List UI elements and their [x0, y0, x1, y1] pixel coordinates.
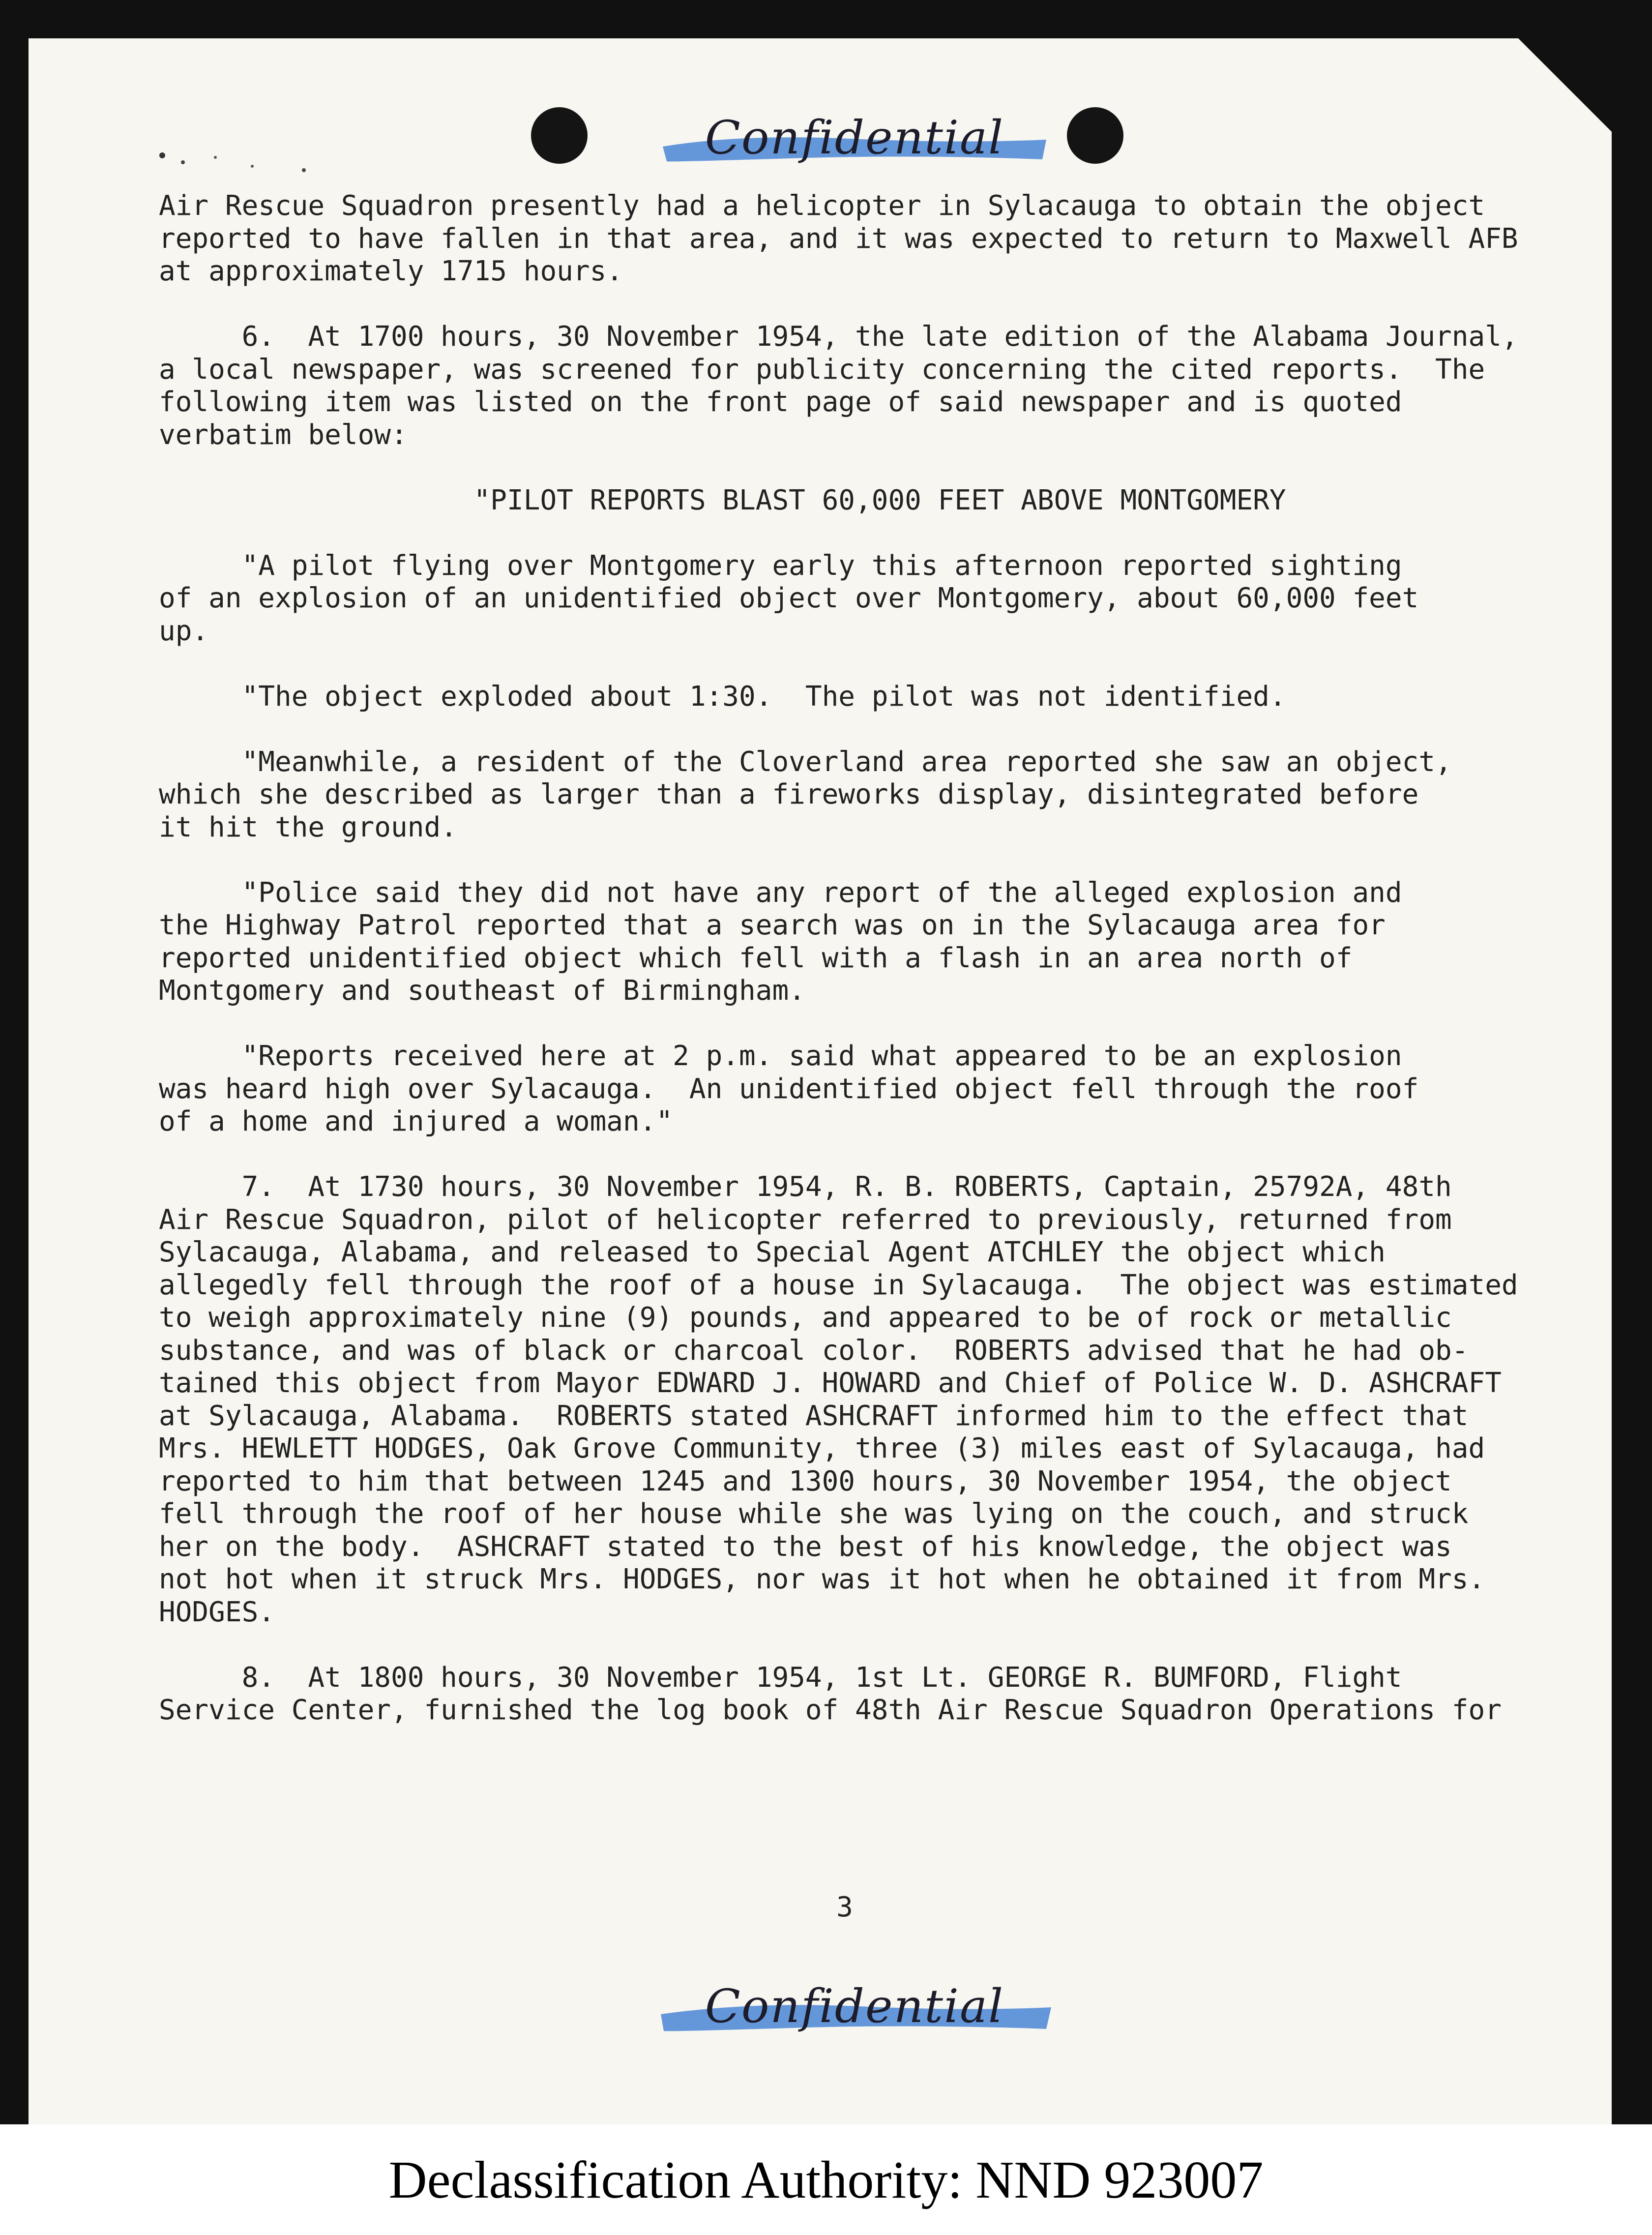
- text-line: "A pilot flying over Montgomery early this afternoon reported sighting: [159, 549, 1402, 582]
- text-line: Mrs. HEWLETT HODGES, Oak Grove Community, three (3) miles east of Sylacauga, had: [159, 1432, 1485, 1464]
- text-line: Air Rescue Squadron presently had a helicopter in Sylacauga to obtain the object: [159, 190, 1485, 222]
- text-line: at Sylacauga, Alabama. ROBERTS stated ASHCRAFT informed him to the effect that: [159, 1400, 1469, 1432]
- text-line: 7. At 1730 hours, 30 November 1954, R. B. ROBERTS, Captain, 25792A, 48th: [159, 1171, 1452, 1203]
- blank-line: [159, 451, 1565, 484]
- folded-corner: [1518, 38, 1612, 132]
- text-line: "Reports received here at 2 p.m. said what appeared to be an explosion: [159, 1040, 1402, 1072]
- text-line: Service Center, furnished the log book of 48th Air Rescue Squadron Operations for: [159, 1694, 1502, 1726]
- text-line: allegedly fell through the roof of a house in Sylacauga. The object was estimated: [159, 1269, 1518, 1301]
- blank-line: [159, 648, 1565, 681]
- margin-specks: [142, 112, 348, 186]
- blank-line: [159, 1629, 1565, 1662]
- text-line: at approximately 1715 hours.: [159, 255, 623, 287]
- text-line: substance, and was of black or charcoal color. ROBERTS advised that he had ob-: [159, 1334, 1469, 1367]
- blank-line: [159, 713, 1565, 746]
- text-line: reported unidentified object which fell with a flash in an area north of: [159, 942, 1353, 974]
- text-line: to weigh approximately nine (9) pounds, and appeared to be of rock or metallic: [159, 1302, 1452, 1334]
- text-line: "Police said they did not have any report of the alleged explosion and: [159, 876, 1402, 909]
- text-line: 6. At 1700 hours, 30 November 1954, the late edition of the Alabama Journal,: [159, 321, 1518, 353]
- text-line: Sylacauga, Alabama, and released to Special Agent ATCHLEY the object which: [159, 1236, 1386, 1268]
- punch-hole-right: [1067, 107, 1123, 164]
- caption-bar: [0, 2124, 1652, 2235]
- document-paper: [29, 38, 1612, 2124]
- text-line: following item was listed on the front page of said newspaper and is quoted: [159, 386, 1402, 418]
- text-line: Montgomery and southeast of Birmingham.: [159, 975, 805, 1007]
- text-line: up.: [159, 615, 209, 647]
- blank-line: [159, 288, 1565, 321]
- text-line: the Highway Patrol reported that a search was on in the Sylacauga area for: [159, 909, 1386, 941]
- blank-line: [159, 844, 1565, 877]
- text-line: which she described as larger than a fireworks display, disintegrated before: [159, 778, 1419, 810]
- punch-hole-left: [531, 107, 588, 164]
- text-line: of an explosion of an unidentified object over Montgomery, about 60,000 feet: [159, 582, 1419, 614]
- text-line: HODGES.: [159, 1596, 275, 1628]
- text-line: "PILOT REPORTS BLAST 60,000 FEET ABOVE MONTGOMERY: [159, 484, 1286, 516]
- confidential-stamp-bottom: [643, 1980, 1066, 2036]
- blank-line: [159, 1008, 1565, 1041]
- page-number: 3: [836, 1891, 853, 1923]
- text-line: fell through the roof of her house while she was lying on the couch, and struck: [159, 1498, 1469, 1530]
- typed-report-body: [159, 190, 1565, 1727]
- confidential-stamp-text: Confidential: [705, 1980, 1004, 2033]
- confidential-stamp-top: [643, 111, 1066, 168]
- text-line: was heard high over Sylacauga. An unidentified object fell through the roof: [159, 1073, 1419, 1105]
- text-line: "Meanwhile, a resident of the Cloverland area reported she saw an object,: [159, 745, 1452, 778]
- text-line: verbatim below:: [159, 418, 408, 451]
- blank-line: [159, 1138, 1565, 1171]
- text-line: tained this object from Mayor EDWARD J. HOWARD and Chief of Police W. D. ASHCRAFT: [159, 1367, 1502, 1399]
- text-line: reported to have fallen in that area, and it was expected to return to Maxwell AFB: [159, 222, 1518, 255]
- text-line: reported to him that between 1245 and 1300 hours, 30 November 1954, the object: [159, 1465, 1452, 1497]
- confidential-stamp-text: Confidential: [705, 111, 1004, 165]
- text-line: not hot when it struck Mrs. HODGES, nor was it hot when he obtained it from Mrs.: [159, 1563, 1485, 1595]
- text-line: of a home and injured a woman.": [159, 1105, 673, 1137]
- text-line: "The object exploded about 1:30. The pilot was not identified.: [159, 680, 1286, 713]
- text-line: it hit the ground.: [159, 811, 457, 843]
- text-line: a local newspaper, was screened for publicity concerning the cited reports. The: [159, 353, 1485, 386]
- blank-line: [159, 517, 1565, 550]
- text-line: her on the body. ASHCRAFT stated to the best of his knowledge, the object was: [159, 1530, 1452, 1563]
- text-line: 8. At 1800 hours, 30 November 1954, 1st Lt. GEORGE R. BUMFORD, Flight: [159, 1661, 1402, 1694]
- text-line: Air Rescue Squadron, pilot of helicopter referred to previously, returned from: [159, 1203, 1452, 1236]
- declassification-caption: Declassification Authority: NND 923007: [388, 2151, 1264, 2209]
